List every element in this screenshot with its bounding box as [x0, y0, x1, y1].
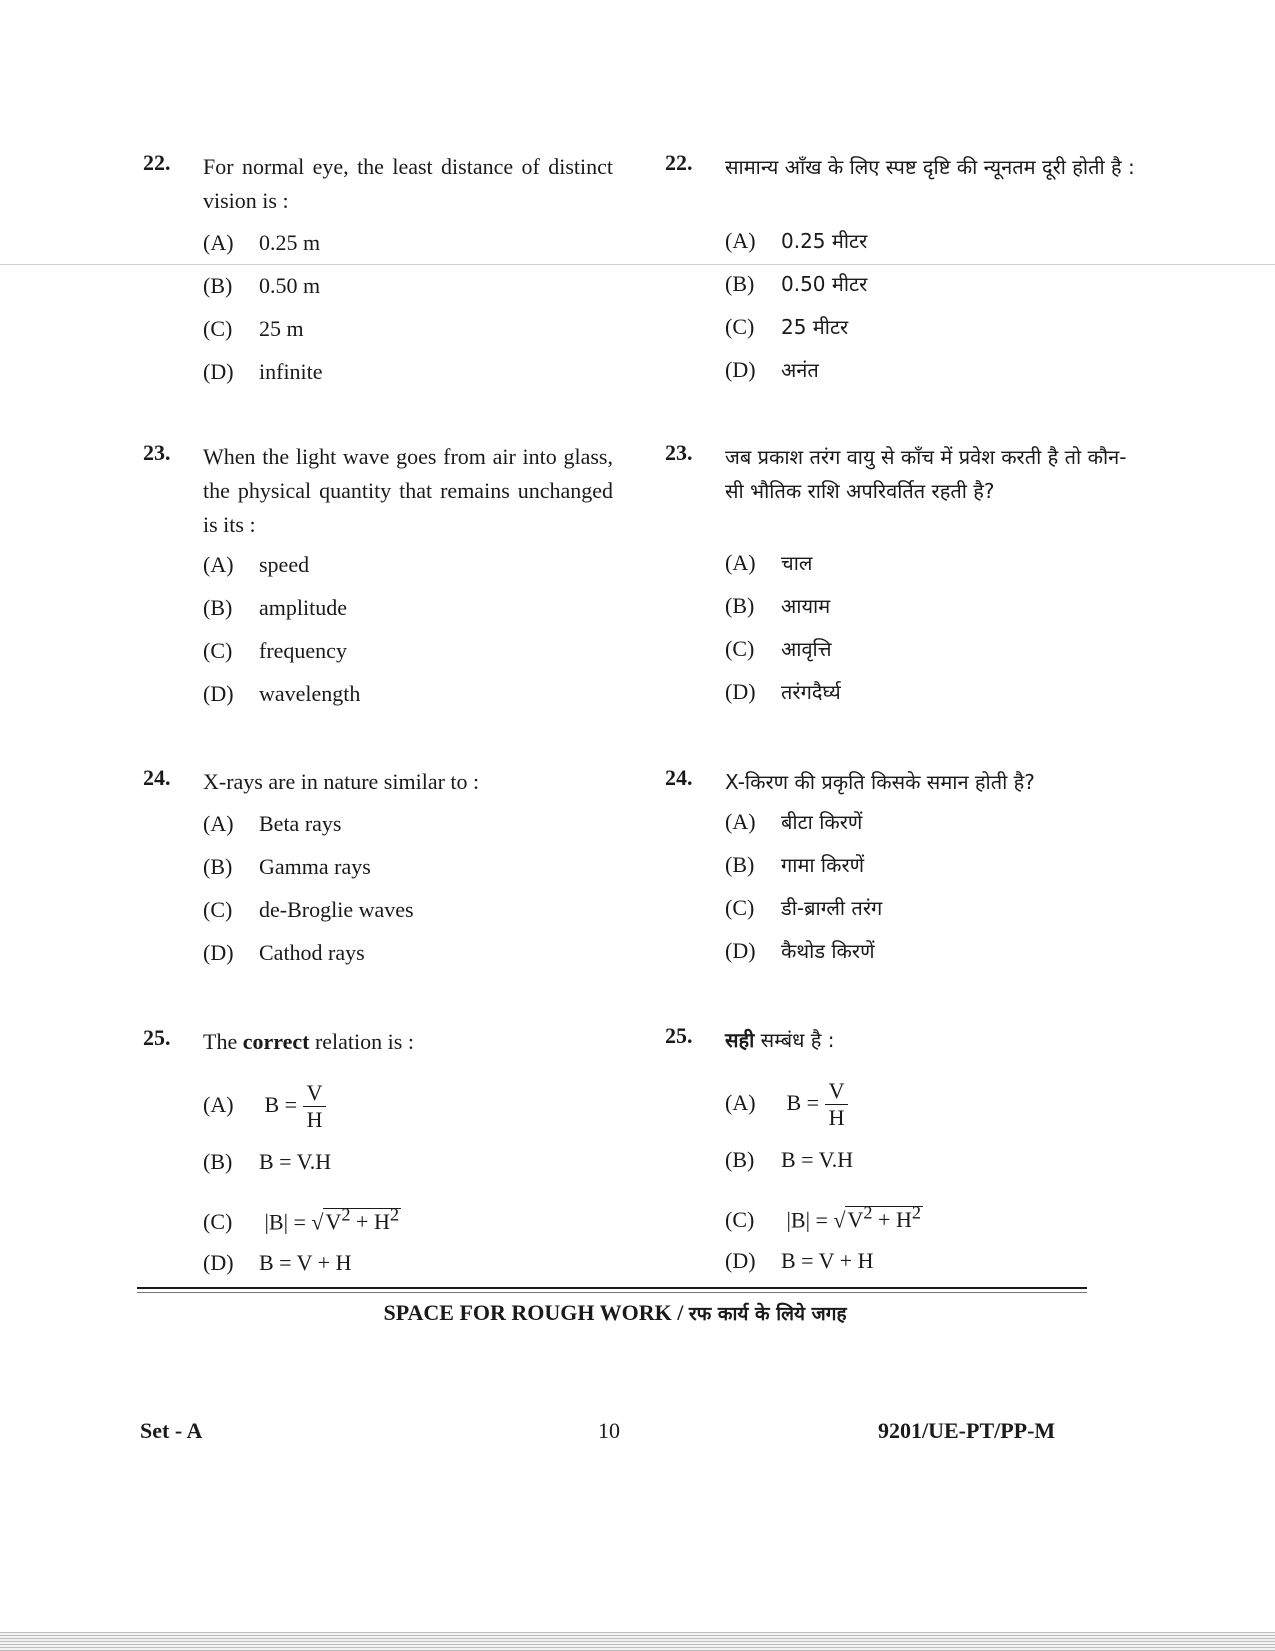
- option-a: (A) speed: [203, 552, 310, 577]
- option-b: (B) B = V.H: [203, 1149, 332, 1174]
- question-number: 25.: [665, 1023, 693, 1048]
- option-b: (B) B = V.H: [725, 1147, 854, 1172]
- fraction: $\frac{V}{H}$: [303, 1080, 327, 1133]
- fraction: $\frac{V}{H}$: [825, 1078, 849, 1131]
- set-label: Set - A: [140, 1418, 203, 1443]
- scan-line: [0, 264, 1275, 265]
- option-c: (C) $|B| = √V^2 + H^2$: [203, 1195, 401, 1235]
- question-text: सामान्य आँख के लिए स्पष्ट दृष्टि की न्यूनतम दूरी होती है :: [725, 155, 1135, 179]
- option-d: (D) Cathod rays: [203, 940, 365, 965]
- option-c: (C) 25 m: [203, 316, 304, 341]
- question-number: 22.: [665, 150, 693, 175]
- option-c: (C) $|B| = √V^2 + H^2$: [725, 1193, 923, 1233]
- question-text: X-rays are in nature similar to :: [203, 769, 480, 794]
- question-text: X-किरण की प्रकृति किसके समान होती है?: [725, 770, 1035, 794]
- scan-edge: [0, 1632, 1275, 1651]
- option-b: (B) amplitude: [203, 595, 347, 620]
- option-d: (D) B = V + H: [203, 1250, 352, 1275]
- question-number: 24.: [143, 765, 171, 790]
- option-c: (C) 25 मीटर: [725, 314, 849, 339]
- option-a: (A) B = $\frac{V}{H}$: [203, 1075, 326, 1135]
- question-text: The correct relation is :: [203, 1029, 414, 1054]
- option-d: (D) B = V + H: [725, 1248, 874, 1273]
- question-text: For normal eye, the least distance of distinct vision is :: [203, 154, 613, 213]
- question-number: 23.: [665, 440, 693, 465]
- option-a: (A) बीटा किरणें: [725, 809, 863, 834]
- option-d: (D) wavelength: [203, 681, 361, 706]
- option-a: (A) चाल: [725, 550, 813, 575]
- option-d: (D) infinite: [203, 359, 323, 384]
- question-number: 22.: [143, 150, 171, 175]
- section-divider-thin: [137, 1292, 1087, 1293]
- option-b: (B) 0.50 मीटर: [725, 271, 868, 296]
- question-text: जब प्रकाश तरंग वायु से काँच में प्रवेश करती है तो कौन-सी भौतिक राशि अपरिवर्तित रहती है?: [725, 445, 1127, 503]
- question-text: When the light wave goes from air into glass, the physical quantity that remains unchanged is its :: [203, 444, 613, 537]
- rough-work-caption: SPACE FOR ROUGH WORK / रफ कार्य के लिये जगह: [383, 1300, 847, 1325]
- option-a: (A) 0.25 m: [203, 230, 321, 255]
- option-b: (B) आयाम: [725, 593, 831, 618]
- question-number: 24.: [665, 765, 693, 790]
- option-c: (C) डी-ब्राग्ली तरंग: [725, 895, 883, 920]
- square-root: $√V^2 + H^2$: [833, 1203, 922, 1233]
- option-a: (A) 0.25 मीटर: [725, 228, 868, 253]
- section-divider: [137, 1287, 1087, 1289]
- option-d: (D) कैथोड किरणें: [725, 938, 875, 963]
- option-b: (B) गामा किरणें: [725, 852, 865, 877]
- square-root: $√V^2 + H^2$: [311, 1205, 400, 1235]
- option-b: (B) Gamma rays: [203, 854, 371, 879]
- option-c: (C) आवृत्ति: [725, 636, 832, 661]
- option-d: (D) तरंगदैर्घ्य: [725, 679, 841, 704]
- option-c: (C) de-Broglie waves: [203, 897, 414, 922]
- option-d: (D) अनंत: [725, 357, 819, 382]
- option-a: (A) B = $\frac{V}{H}$: [725, 1073, 848, 1133]
- question-text: सही सम्बंध है :: [725, 1028, 835, 1052]
- page-number: 10: [598, 1418, 620, 1443]
- option-c: (C) frequency: [203, 638, 347, 663]
- question-number: 25.: [143, 1025, 171, 1050]
- option-a: (A) Beta rays: [203, 811, 342, 836]
- option-b: (B) 0.50 m: [203, 273, 321, 298]
- question-number: 23.: [143, 440, 171, 465]
- paper-code: 9201/UE-PT/PP-M: [878, 1418, 1056, 1443]
